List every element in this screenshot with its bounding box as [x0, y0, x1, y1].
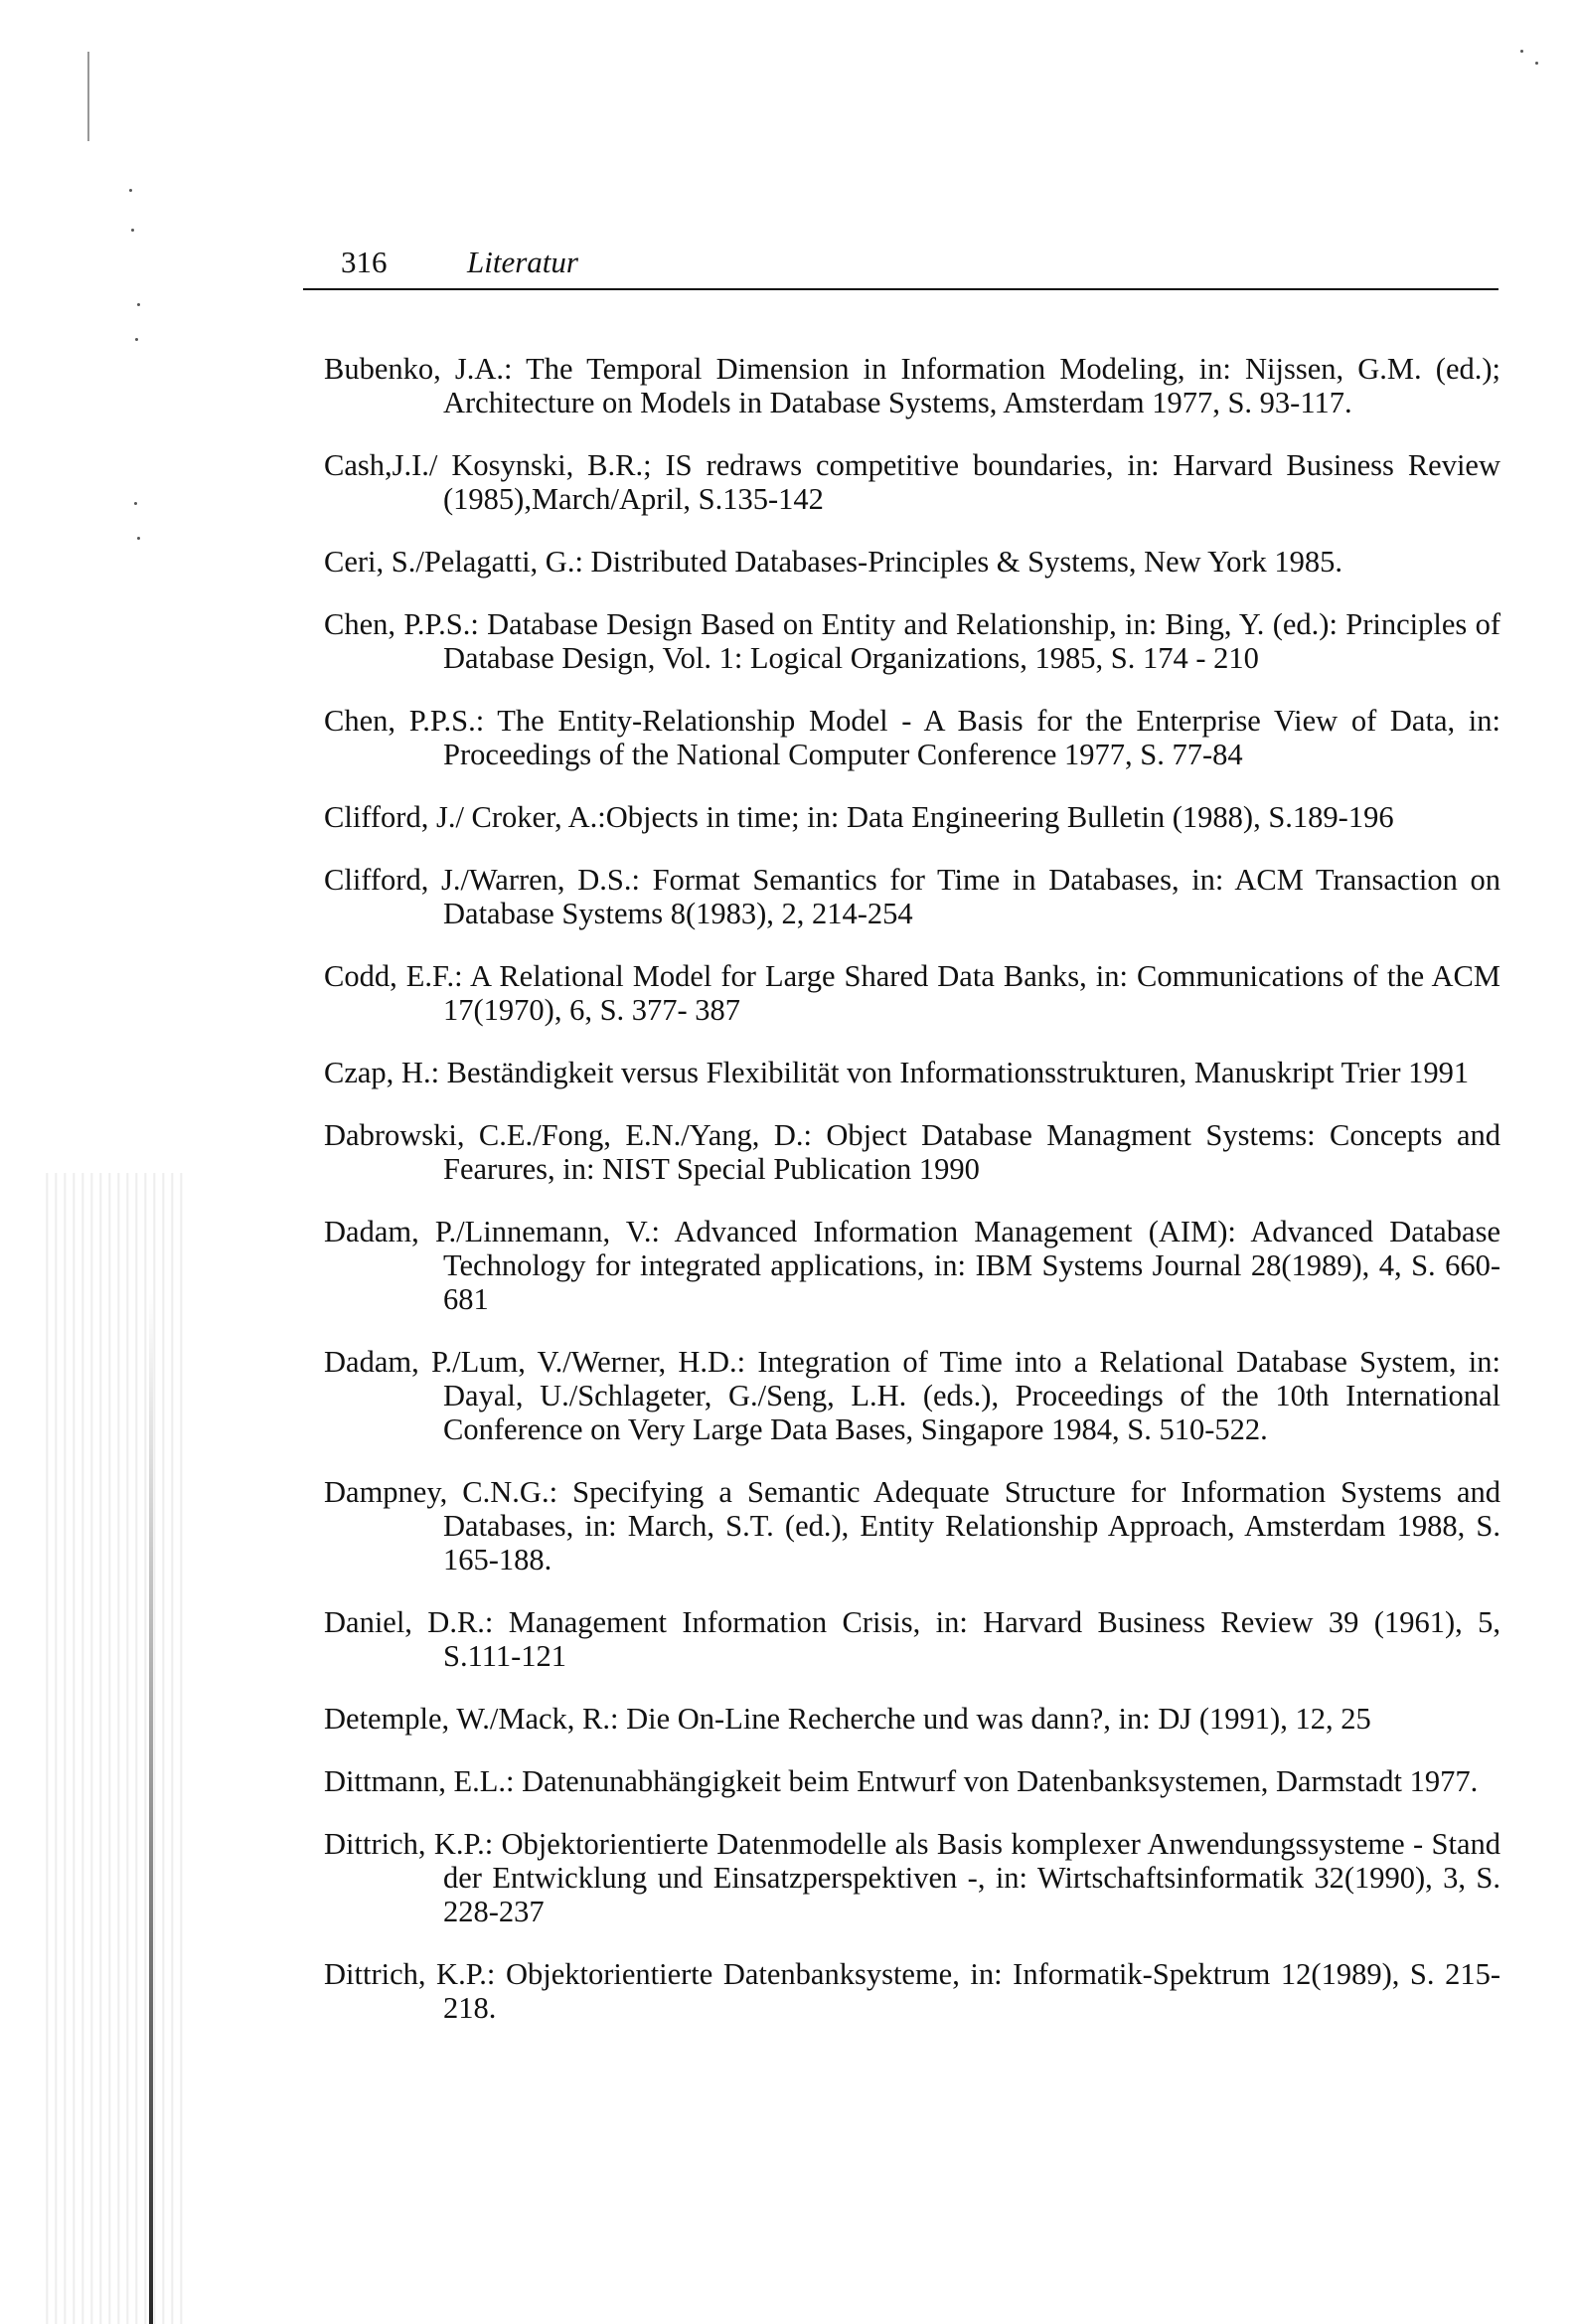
reference-entry: Dittrich, K.P.: Objektorientierte Datenmodelle als Basis komplexer Anwendungssysteme - Stand der Entwicklung und Einsatzperspektiven -, in: Wirtschaftsinformatik 32(1990), 3, S. 228-237	[324, 1827, 1500, 1928]
reference-entry: Daniel, D.R.: Management Information Crisis, in: Harvard Business Review 39 (1961), 5, S.111-121	[324, 1605, 1500, 1673]
reference-entry: Chen, P.P.S.: The Entity-Relationship Model - A Basis for the Enterprise View of Data, in: Proceedings of the National Computer Conference 1977, S. 77-84	[324, 704, 1500, 771]
reference-entry: Cash,J.I./ Kosynski, B.R.; IS redraws competitive boundaries, in: Harvard Business Review (1985),March/April, S.135-142	[324, 448, 1500, 516]
reference-entry: Dabrowski, C.E./Fong, E.N./Yang, D.: Object Database Managment Systems: Concepts and Fearures, in: NIST Special Publication 1990	[324, 1118, 1500, 1186]
scan-speck	[135, 338, 138, 341]
running-title: Literatur	[467, 245, 578, 279]
reference-list	[324, 352, 1500, 2054]
reference-entry: Dadam, P./Linnemann, V.: Advanced Information Management (AIM): Advanced Database Technology for integrated applications, in: IBM Systems Journal 28(1989), 4, S. 660-681	[324, 1215, 1500, 1316]
reference-entry: Dittmann, E.L.: Datenunabhängigkeit beim Entwurf von Datenbanksystemen, Darmstadt 1977.	[324, 1764, 1479, 1798]
scan-speck	[137, 537, 140, 540]
reference-entry: Detemple, W./Mack, R.: Die On-Line Recherche und was dann?, in: DJ (1991), 12, 25	[324, 1702, 1371, 1736]
reference-entry: Clifford, J./Warren, D.S.: Format Semantics for Time in Databases, in: ACM Transaction on Database Systems 8(1983), 2, 214-254	[324, 863, 1500, 930]
scan-speck	[137, 303, 140, 306]
reference-entry: Chen, P.P.S.: Database Design Based on Entity and Relationship, in: Bing, Y. (ed.): Principles of Database Design, Vol. 1: Logical Organizations, 1985, S. 174 - 210	[324, 607, 1500, 675]
reference-entry: Codd, E.F.: A Relational Model for Large Shared Data Banks, in: Communications of the ACM 17(1970), 6, S. 377- 387	[324, 959, 1500, 1027]
reference-entry: Czap, H.: Beständigkeit versus Flexibilität von Informationsstrukturen, Manuskript Trier 1991	[324, 1056, 1470, 1089]
scan-speck	[1520, 50, 1523, 53]
scan-speck	[129, 189, 132, 192]
reference-entry: Ceri, S./Pelagatti, G.: Distributed Databases-Principles & Systems, New York 1985.	[324, 545, 1343, 579]
reference-entry: Dittrich, K.P.: Objektorientierte Datenbanksysteme, in: Informatik-Spektrum 12(1989), S. 215-218.	[324, 1957, 1500, 2025]
running-header	[303, 239, 1498, 290]
scan-binding-line	[149, 1292, 153, 2324]
reference-entry: Bubenko, J.A.: The Temporal Dimension in Information Modeling, in: Nijssen, G.M. (ed.); Architecture on Models in Database Systems, Amsterdam 1977, S. 93-117.	[324, 352, 1500, 419]
reference-entry: Dadam, P./Lum, V./Werner, H.D.: Integration of Time into a Relational Database System, in: Dayal, U./Schlageter, G./Seng, L.H. (eds.), Proceedings of the 10th International Conference on Very Large Data Bases, Singapore 1984, S. 510-522.	[324, 1345, 1500, 1446]
reference-entry: Clifford, J./ Croker, A.:Objects in time; in: Data Engineering Bulletin (1988), S.189-196	[324, 800, 1394, 834]
page-number: 316	[341, 245, 388, 279]
reference-entry: Dampney, C.N.G.: Specifying a Semantic Adequate Structure for Information Systems and Databases, in: March, S.T. (ed.), Entity Relationship Approach, Amsterdam 1988, S. 165-188.	[324, 1475, 1500, 1577]
scan-speck	[131, 229, 134, 232]
scan-speck	[1535, 62, 1538, 65]
scan-binding-shadow	[40, 1173, 189, 2324]
scan-speck	[134, 502, 137, 505]
scan-artifact-mark	[87, 52, 99, 141]
